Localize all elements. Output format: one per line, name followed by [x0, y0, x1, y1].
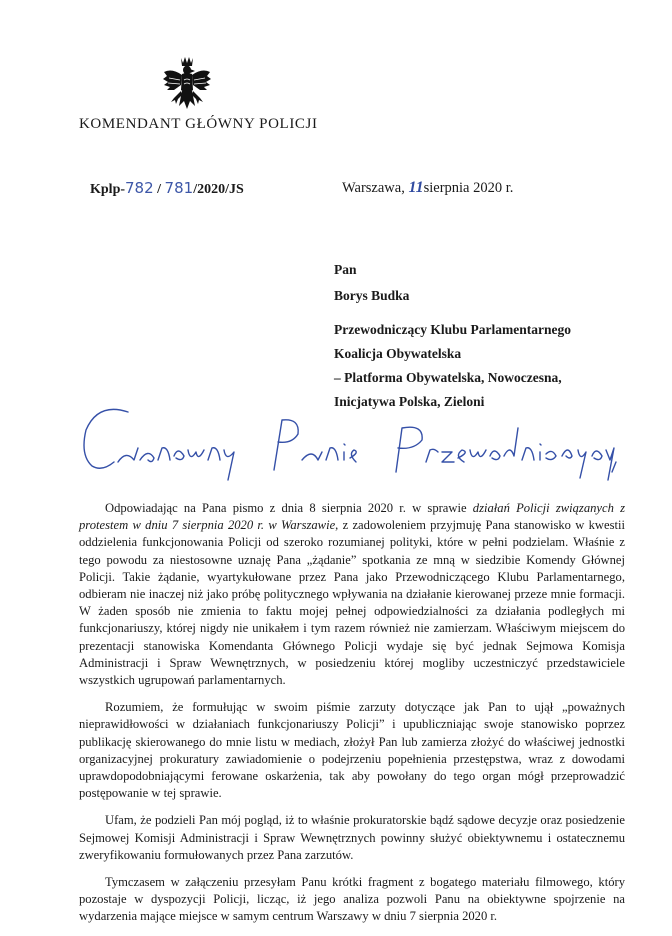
ref-separator: / [153, 182, 165, 197]
paragraph-4: Tymczasem w załączeniu przesyłam Panu krótki fragment z bogatego materiału filmowego, który pozostaje w dyspozycji Policji, licząc, iż jego analiza pozwoli Panu na obiektywne spojrzenie na wydarzenia mające miejsce w samym centrum Warszawy w dniu 7 sierpnia 2020 r. [79, 875, 625, 924]
paragraph-2: Rozumiem, że formułując w swoim piśmie zarzuty dotyczące jak Pan to ujął „poważnych nieprawidłowości w działaniach funkcjonariuszy Policji” i upubliczniając swoje stanowisko poprzez publikację skierowanego do mnie listu w mediach, złożył Pan lub zamierza złożyć do właściwej jednostki organizacyjnej prokuratury zawiadomienie o podejrzeniu popełnienia przestępstwa, wraz z dowodami uprawdopodobniającymi ferowane oskarżenia, tak aby powołany do tego organ mógł przeprowadzić postępowanie w tej sprawie. [79, 700, 625, 801]
date-handwritten-day: 11 [408, 179, 424, 196]
ref-handwritten-number-2: 781 [164, 179, 194, 197]
date-line [342, 179, 513, 197]
ref-suffix: /2020/JS [193, 182, 244, 197]
handwritten-salutation [78, 400, 626, 490]
paragraph-1-rest: , z zadowoleniem przyjmuję Pana stanowisko w kwestii oddzielenia funkcjonowania Policji od szeroko rozumianej polityki, które w pełni podzielam. Właśnie z tego powodu za niestosowne uznaję Pana „żądanie” spotkania ze mną w siedzibie Komendy Głównej Policji. Takie żądanie, wyartykułowane przez Pana jako Przewodniczącego Klubu Parlamentarnego, odbieram nie inaczej niż jako próbę politycznego wpływania na działanie kierowanej przeze mnie formacji. W żaden sposób nie zmienia to faktu mojej pełnej odpowiedzialności za działania podległych mi funkcjonariuszy, której nigdy nie unikałem i tym razem również nie zamierzam. Właściwym miejscem do prezentacji stanowiska Komendanta Głównego Policji wydaje się być jednak Sejmowa Komisja Administracji i Spraw Wewnętrznych, w posiedzeniu której mogliby uczestniczyć przedstawiciele wszystkich ugrupowań parlamentarnych. [79, 518, 625, 688]
reference-number [90, 179, 244, 198]
recipient-club-line-1: Koalicja Obywatelska [334, 346, 462, 361]
ref-prefix: Kplp- [90, 182, 126, 197]
letter-body [79, 500, 625, 936]
recipient-club-line-3: Inicjatywa Polska, Zieloni [334, 394, 485, 409]
paragraph-3: Ufam, że podzieli Pan mój pogląd, iż to właśnie prokuratorskie bądź sądowe decyzje oraz posiedzenie Sejmowej Komisji Administracji i Spraw Wewnętrznych powinny służyć obiektywnemu i ostatecznemu zweryfikowaniu formułowanych przez Pana zarzutów. [79, 813, 625, 862]
recipient-club-line-2: – Platforma Obywatelska, Nowoczesna, [334, 370, 562, 385]
office-title: KOMENDANT GŁÓWNY POLICJI [79, 116, 318, 132]
recipient-name: Borys Budka [334, 288, 410, 303]
date-rest: sierpnia 2020 r. [423, 180, 514, 196]
recipient-function: Przewodniczący Klubu Parlamentarnego [334, 322, 571, 337]
recipient-title: Pan [334, 262, 357, 277]
paragraph-1-emphasis: działań Policji związanych z protestem w dniu 7 sierpnia 2020 r. w Warszawie [79, 501, 626, 533]
paragraph-1 [79, 500, 625, 689]
polish-eagle-emblem-icon [162, 54, 212, 118]
paragraph-1-start: Odpowiadając na Pana pismo z dnia 8 sierpnia 2020 r. w sprawie [105, 501, 473, 515]
date-city: Warszawa, [342, 180, 409, 196]
ref-handwritten-number-1: 782 [125, 179, 154, 197]
